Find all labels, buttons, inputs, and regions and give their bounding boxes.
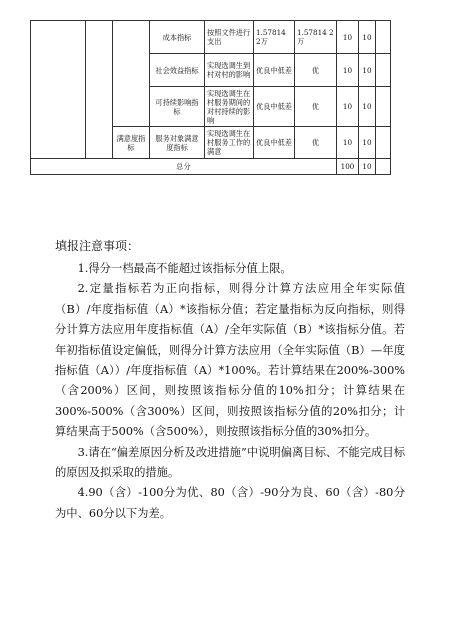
note-item: 2.定量指标若为正向指标，则得分计算方法应用全年实际值（B）/年度指标值（A）*该指标分值；若定量指标为反向指标，则得分计算方法应用年度指标值（A）/全年实际值（B）*该指标分值。若年初指标值设定偏低，则得分计算方法应用（全年实际值（B）—年度指标值（A））/年度指标值（A）*100%。若计算结果在200%-300%（含200%）区间，则按照该指标分值的10%扣分；计算结果在300%-500%（含300%）区间，则按照该指标分值的20%扣分；计算结果高于500%（含500%），则按照该指标分值的30%扣分。 bbox=[55, 282, 405, 439]
table-cell bbox=[376, 21, 391, 54]
table-cell bbox=[113, 21, 150, 127]
table-cell bbox=[376, 159, 391, 175]
table-cell: 按照文件进行支出 bbox=[205, 21, 254, 54]
table-cell: 10 bbox=[359, 21, 376, 54]
table-cell: 10 bbox=[359, 87, 376, 127]
table-total-row bbox=[31, 159, 391, 175]
table-cell: 优良中低差 bbox=[254, 127, 295, 159]
table-cell: 优 bbox=[295, 54, 337, 87]
table-cell: 满意度指标 bbox=[113, 127, 150, 159]
table-row bbox=[31, 21, 391, 54]
table-cell: 10 bbox=[337, 54, 359, 87]
table-cell bbox=[31, 21, 86, 159]
performance-table bbox=[30, 20, 391, 175]
filling-notes bbox=[55, 236, 405, 524]
table-cell: 优 bbox=[295, 127, 337, 159]
table-cell: 实现选调生到村对村的影响 bbox=[205, 54, 254, 87]
table-cell: 成本指标 bbox=[150, 21, 205, 54]
table-cell: 1.57814 2万 bbox=[295, 21, 337, 54]
total-actual-score: 10 bbox=[359, 159, 376, 175]
table-cell: 1.57814 2万 bbox=[254, 21, 295, 54]
notes-heading: 填报注意事项： bbox=[55, 239, 140, 253]
table-cell bbox=[86, 21, 113, 159]
table-cell bbox=[376, 87, 391, 127]
table-cell: 实现选调生在村服务期间的对村持续的影响 bbox=[205, 87, 254, 127]
table-cell: 10 bbox=[337, 127, 359, 159]
table-cell: 优良中低差 bbox=[254, 54, 295, 87]
table-cell: 优 bbox=[295, 87, 337, 127]
note-item: 1.得分一档最高不能超过该指标分值上限。 bbox=[77, 262, 292, 275]
table-cell: 社会效益指标 bbox=[150, 54, 205, 87]
table-cell: 优良中低差 bbox=[254, 87, 295, 127]
table-cell: 10 bbox=[359, 54, 376, 87]
note-item: 4.90（含）-100分为优、80（含）-90分为良、60（含）-80分为中、60分以下为差。 bbox=[55, 486, 405, 520]
table-cell: 实现选调生在村服务工作的满意 bbox=[205, 127, 254, 159]
table-cell: 可持续影响指标 bbox=[150, 87, 205, 127]
table-cell: 10 bbox=[337, 21, 359, 54]
table-cell: 10 bbox=[359, 127, 376, 159]
table-cell bbox=[376, 54, 391, 87]
total-score: 100 bbox=[337, 159, 359, 175]
total-label: 总分 bbox=[31, 159, 337, 175]
table-cell bbox=[376, 127, 391, 159]
table-cell: 10 bbox=[337, 87, 359, 127]
note-item: 3.请在“偏差原因分析及改进措施”中说明偏离目标、不能完成目标的原因及拟采取的措施。 bbox=[55, 445, 405, 480]
table-cell: 服务对象满意度指标 bbox=[150, 127, 205, 159]
